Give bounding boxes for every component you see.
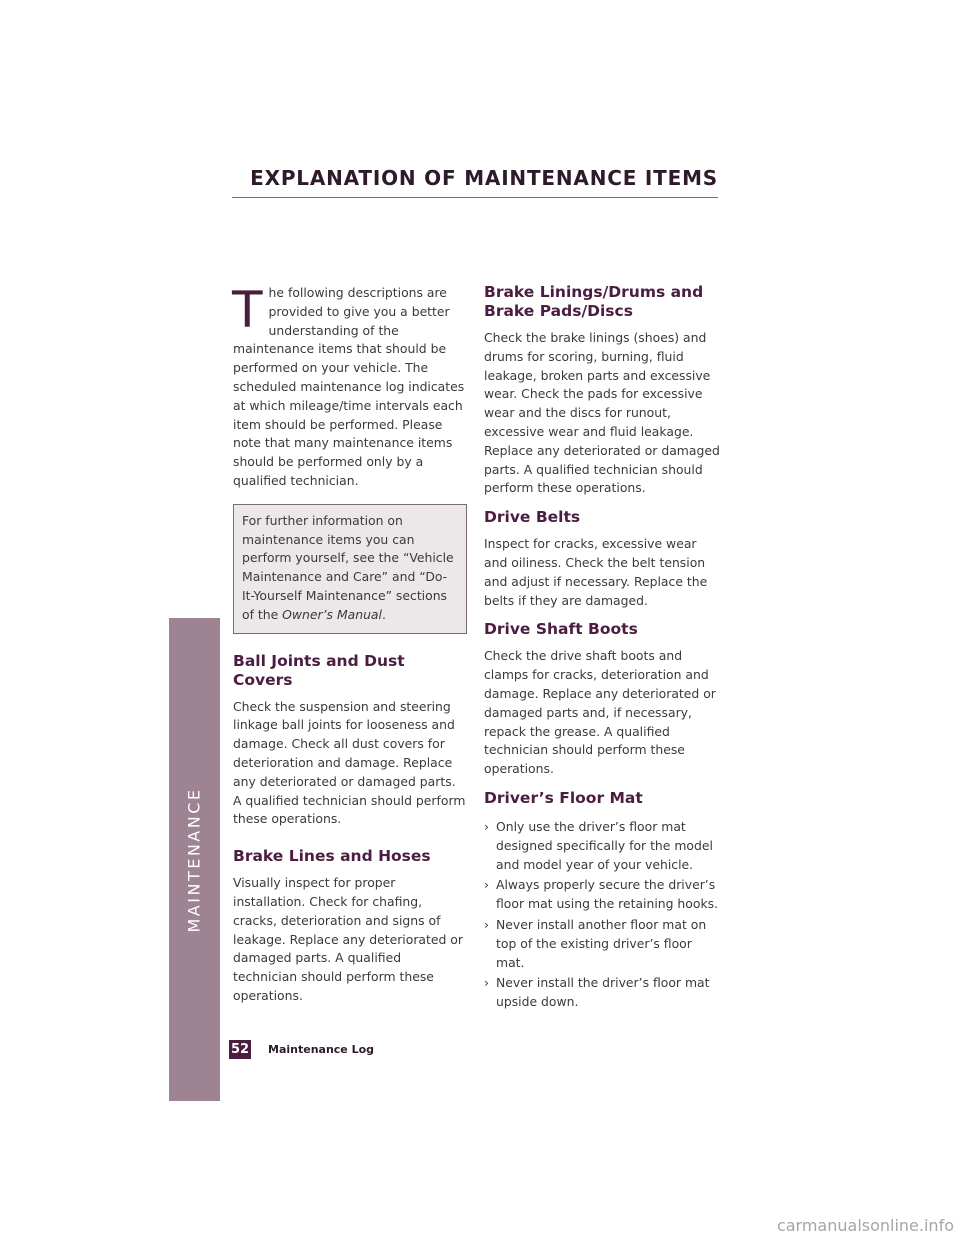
note-end: . <box>381 606 386 622</box>
note-text: For further information on maintenance items you can perform yourself, see the “Vehicle Maintenance and Care” and “Do-It-Yourself Maintenance” sections of the <box>242 512 454 622</box>
list-item <box>484 916 720 972</box>
footer-section-label: Maintenance Log <box>268 1043 375 1056</box>
list-item-text: Never install another floor mat on top of the existing driver’s floor mat. <box>496 916 707 970</box>
list-item-text: Always properly secure the driver’s floor mat using the retaining hooks. <box>496 877 719 912</box>
list-item-text: Never install the driver’s floor mat upside down. <box>496 975 710 1010</box>
list-item <box>484 974 720 1012</box>
side-tab-label: MAINTENANCE <box>184 787 204 933</box>
bullet-chevron-icon: › <box>484 877 489 893</box>
heading-drive-shaft-boots: Drive Shaft Boots <box>484 620 638 639</box>
list-item-text: Only use the driver’s floor mat designed specifically for the model and model year of your vehicle. <box>496 818 713 872</box>
owners-manual-reference: Owner’s Manual <box>282 606 382 622</box>
drop-cap: T <box>232 281 263 339</box>
heading-brake-linings: Brake Linings/Drums and Brake Pads/Discs <box>484 283 704 320</box>
body-ball-joints: Check the suspension and steering linkage ball joints for looseness and damage. Check all dust covers for deterioration and damage. Replace any deteriorated or damaged parts. A qualified technician should perform these operations. <box>233 698 466 827</box>
bullet-chevron-icon: › <box>484 916 489 932</box>
info-note-box <box>233 504 467 634</box>
list-item <box>484 876 720 914</box>
body-brake-lines: Visually inspect for proper installation. Check for chafing, cracks, deterioration and signs of leakage. Replace any deteriorated or damaged parts. A qualified technician should perform these operations. <box>233 875 463 1003</box>
page-title: EXPLANATION OF MAINTENANCE ITEMS <box>250 166 718 190</box>
left-column <box>232 281 467 1006</box>
heading-floor-mat: Driver’s Floor Mat <box>484 788 643 807</box>
floor-mat-list <box>484 818 720 1012</box>
body-drive-belts: Inspect for cracks, excessive wear and oiliness. Check the belt tension and adjust if necessary. Replace the belts if they are damaged. <box>484 536 708 608</box>
bullet-chevron-icon: › <box>484 818 489 834</box>
body-brake-linings: Check the brake linings (shoes) and drums for scoring, burning, fluid leakage, broken parts and excessive wear. Check the pads for excessive wear and the discs for runout, excessive wear and fluid leakage. Replace any deteriorated or damaged parts. A qualified technician should perform these operations. <box>484 330 720 496</box>
list-item <box>484 818 720 874</box>
page-number-badge: 52 <box>230 1042 250 1057</box>
right-column <box>484 283 720 1014</box>
bullet-chevron-icon: › <box>484 975 489 991</box>
title-divider <box>232 197 718 198</box>
body-drive-shaft-boots: Check the drive shaft boots and clamps for cracks, deterioration and damage. Replace any deteriorated or damaged parts and, if necessary, repack the grease. A qualified technician should perform these operations. <box>484 648 716 777</box>
watermark-text: carmanualsonline.info <box>776 1216 954 1235</box>
heading-brake-lines: Brake Lines and Hoses <box>233 847 431 866</box>
intro-text: he following descriptions are provided to give you a better understanding of the maintenance items that should be performed on your vehicle. The scheduled maintenance log indicates at which mileage/time intervals each item should be performed. Please note that many maintenance items should be performed only by a qualified technician. <box>233 285 465 488</box>
heading-ball-joints: Ball Joints and Dust Covers <box>233 651 405 689</box>
intro-paragraph <box>232 281 467 491</box>
heading-drive-belts: Drive Belts <box>484 508 581 527</box>
